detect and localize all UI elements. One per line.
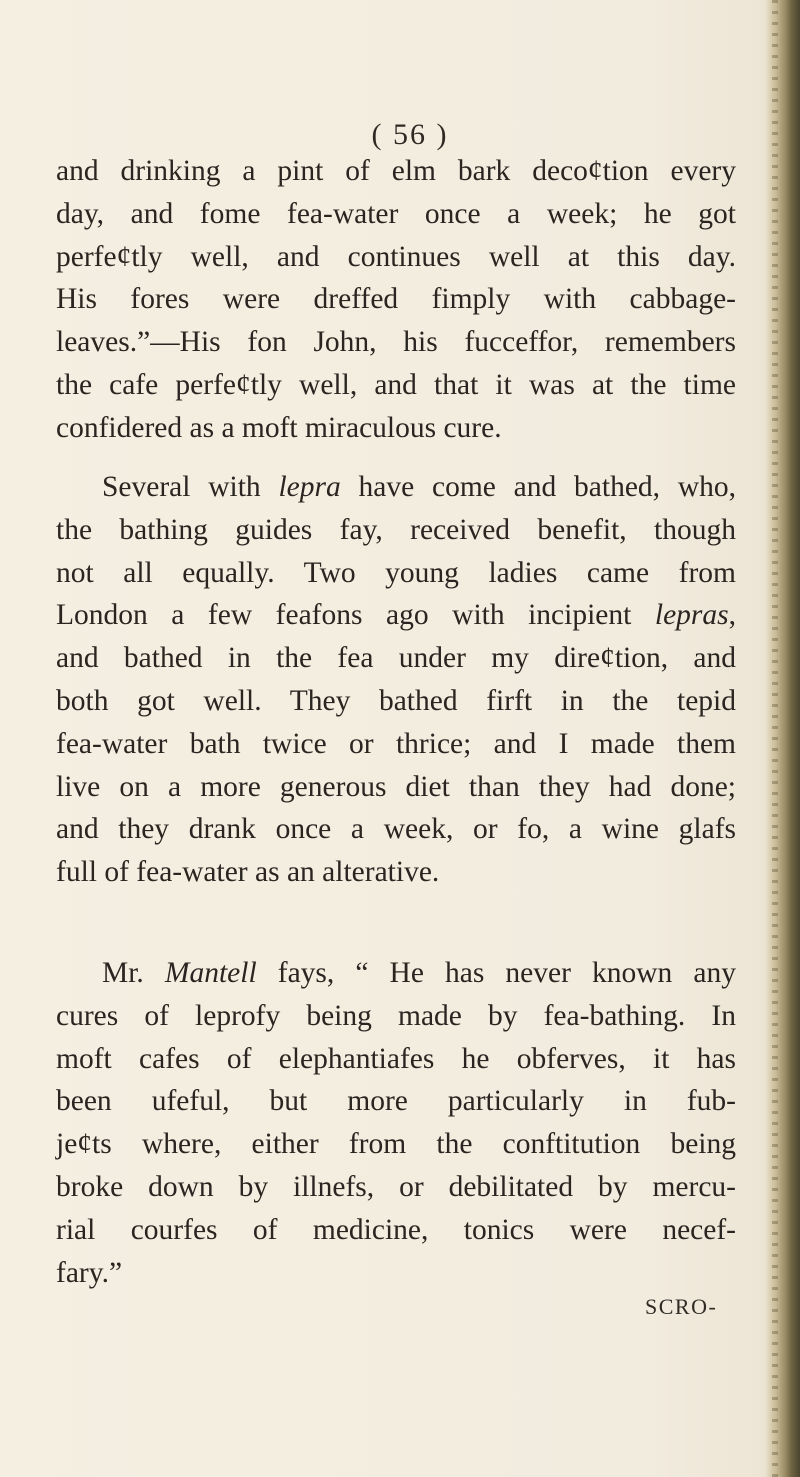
text-line: Mr. Mantell fays, “ He has never known any <box>102 957 736 989</box>
paragraph-3 <box>56 952 736 1294</box>
text-line: fary.” <box>56 1256 123 1289</box>
text-line: His fores were dreffed fimply with cabbage- <box>56 283 736 316</box>
text-line: rial courfes of medicine, tonics were necef- <box>56 1213 736 1246</box>
text-line: and bathed in the fea under my dire¢tion, and <box>56 642 736 675</box>
page-edge <box>766 0 800 1477</box>
text-line: live on a more generous diet than they had done; <box>56 770 736 803</box>
paragraph-2 <box>56 466 736 894</box>
text-line: both got well. They bathed firft in the tepid <box>56 684 736 717</box>
italic-name: Mantell <box>164 957 257 989</box>
text-line: confidered as a moft miraculous cure. <box>56 411 502 444</box>
text-line: day, and fome fea-water once a week; he got <box>56 197 736 230</box>
text-line: full of fea-water as an alterative. <box>56 856 440 889</box>
text-line: fea-water bath twice or thrice; and I made them <box>56 727 736 760</box>
paragraph-1 <box>56 150 736 450</box>
text-line: broke down by illnefs, or debilitated by mercu- <box>56 1170 736 1203</box>
text-line: je¢ts where, either from the conftitution being <box>56 1128 736 1161</box>
text-line: not all equally. Two young ladies came from <box>56 556 736 589</box>
catchword: SCRO- <box>645 1294 718 1319</box>
italic-term: lepras <box>654 599 729 632</box>
italic-term: lepra <box>278 471 341 503</box>
text-line: and drinking a pint of elm bark deco¢tion every <box>56 155 736 187</box>
text-line: the cafe perfe¢tly well, and that it was at the time <box>56 368 736 401</box>
text-line: leaves.”—His fon John, his fucceffor, remembers <box>56 326 736 359</box>
text-line: cures of leprofy being made by fea-bathing. In <box>56 999 736 1032</box>
text-line: moft cafes of elephantiafes he obferves, it has <box>56 1042 736 1075</box>
page-number-header: ( 56 ) <box>371 118 449 151</box>
text-line: been ufeful, but more particularly in fub- <box>56 1085 736 1118</box>
text-line: London a few feafons ago with incipient lepras, <box>56 599 736 632</box>
text-line: perfe¢tly well, and continues well at this day. <box>56 240 736 273</box>
text-line: and they drank once a week, or fo, a wine glafs <box>56 813 736 846</box>
text-line: the bathing guides fay, received benefit, though <box>56 513 736 546</box>
text-line: Several with lepra have come and bathed, who, <box>102 471 736 503</box>
